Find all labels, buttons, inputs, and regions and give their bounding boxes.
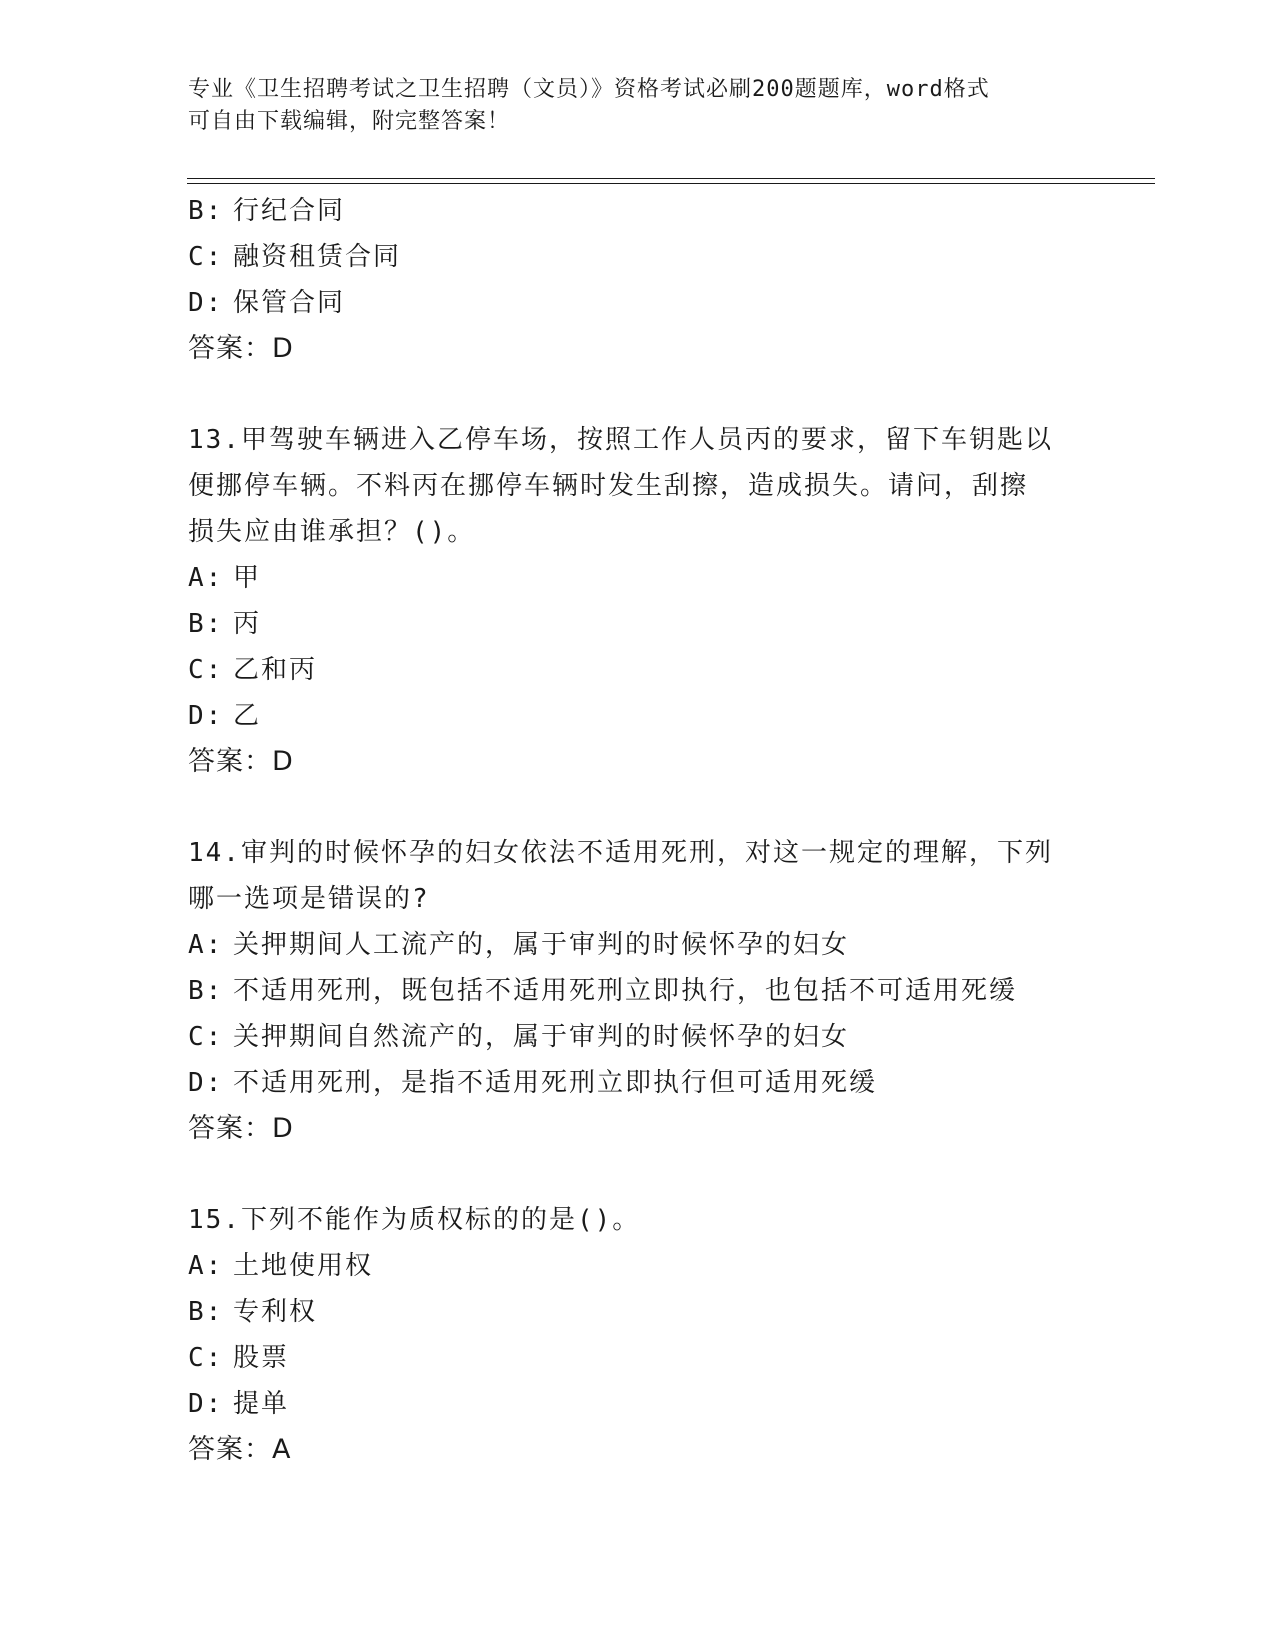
document-header [188,74,1088,138]
answer-key: 答案：A [188,1434,292,1465]
option-key: A: [188,930,224,960]
option-text: 不适用死刑，既包括不适用死刑立即执行，也包括不可适用死缓 [233,976,1018,1006]
question-line: 13.甲驾驶车辆进入乙停车场，按照工作人员丙的要求，留下车钥匙以 [188,425,1053,455]
option-text: 丙 [233,609,262,639]
answer-option [188,555,1088,601]
answer-key: 答案：D [188,333,294,364]
question-line: 损失应由谁承担？()。 [188,517,476,547]
option-key: A: [188,1251,224,1281]
option-text: 乙 [233,701,262,731]
question-line: 14.审判的时候怀孕的妇女依法不适用死刑，对这一规定的理解，下列 [188,838,1053,868]
answer-option [188,1335,1088,1381]
answer-option [188,601,1088,647]
question-text [188,417,1088,555]
option-key: C: [188,655,224,685]
answer-option [188,693,1088,739]
header-line-2: 可自由下载编辑，附完整答案！ [188,109,511,134]
answer-option [188,922,1088,968]
answer-option [188,968,1088,1014]
answer-option [188,1381,1088,1427]
option-text: 融资租赁合同 [233,242,402,272]
option-key: C: [188,242,224,272]
answer-option [188,188,1088,234]
option-key: B: [188,976,224,1006]
option-text: 土地使用权 [233,1251,374,1281]
option-key: D: [188,288,224,318]
answer-option [188,647,1088,693]
question-block [188,188,1088,372]
option-text: 提单 [233,1389,290,1419]
option-text: 专利权 [233,1297,318,1327]
option-key: A: [188,563,224,593]
option-key: D: [188,1389,224,1419]
answer-option [188,280,1088,326]
option-text: 关押期间自然流产的，属于审判的时候怀孕的妇女 [233,1022,850,1052]
option-key: C: [188,1022,224,1052]
option-key: B: [188,1297,224,1327]
answer-option [188,1014,1088,1060]
question-line: 15.下列不能作为质权标的的是()。 [188,1205,641,1235]
option-key: D: [188,701,224,731]
option-text: 甲 [233,563,262,593]
option-key: C: [188,1343,224,1373]
answer-option [188,1289,1088,1335]
answer-key: 答案：D [188,1113,294,1144]
answer-option [188,1060,1088,1106]
question-line: 哪一选项是错误的? [188,884,430,914]
header-divider-top [187,178,1155,179]
question-text [188,1197,1088,1243]
option-text: 保管合同 [233,288,346,318]
question-block [188,417,1088,785]
header-line-1: 专业《卫生招聘考试之卫生招聘（文员）》资格考试必刷200题题库，word格式 [188,77,990,102]
question-block [188,1197,1088,1473]
option-text: 股票 [233,1343,290,1373]
option-text: 不适用死刑，是指不适用死刑立即执行但可适用死缓 [233,1068,878,1098]
answer-option [188,1243,1088,1289]
question-text [188,830,1088,922]
option-text: 关押期间人工流产的，属于审判的时候怀孕的妇女 [233,930,850,960]
question-line: 便挪停车辆。不料丙在挪停车辆时发生刮擦，造成损失。请问，刮擦 [188,471,1029,501]
question-list [188,188,1088,1518]
question-block [188,830,1088,1152]
option-key: B: [188,609,224,639]
header-divider-bottom [187,183,1155,184]
option-key: B: [188,196,224,226]
option-key: D: [188,1068,224,1098]
option-text: 乙和丙 [233,655,318,685]
answer-key: 答案：D [188,746,294,777]
option-text: 行纪合同 [233,196,346,226]
answer-option [188,234,1088,280]
